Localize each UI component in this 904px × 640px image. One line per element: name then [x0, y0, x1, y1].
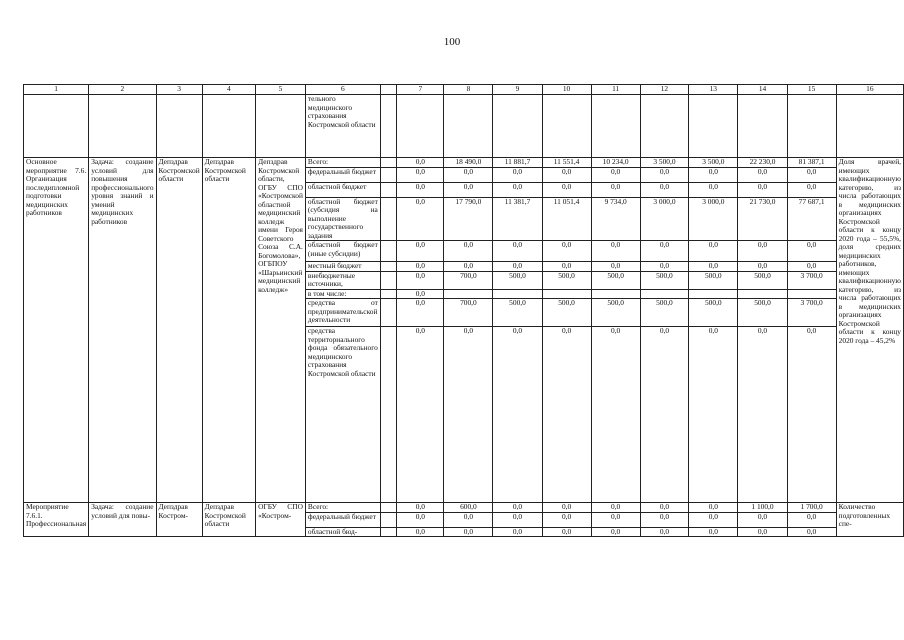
amount-cell: 0,0 [689, 327, 738, 503]
header-cell: 12 [640, 85, 688, 95]
empty-cell [380, 512, 397, 527]
amount-cell: 0,0 [787, 182, 836, 197]
funding-source: Всего: [305, 503, 380, 513]
amount-cell: 0,0 [591, 262, 640, 272]
group-event: Основное мероприятие 7.6. Организация последипломной подготовки медицинских работников [24, 158, 89, 503]
amount-cell: 0,0 [397, 503, 444, 513]
amount-cell: 0,0 [689, 167, 738, 182]
amount-cell: 0,0 [397, 299, 444, 327]
funding-source: средства территориального фонда обязательного медицинского страхования Костромской области [305, 327, 380, 503]
funding-source: в том числе: [305, 289, 380, 299]
header-cell: 10 [542, 85, 591, 95]
amount-cell: 0,0 [397, 271, 444, 289]
amount-cell: 0,0 [689, 527, 738, 537]
amount-cell: 0,0 [787, 527, 836, 537]
empty-cell [156, 95, 202, 158]
amount-cell: 0,0 [444, 327, 493, 503]
amount-cell: 0,0 [738, 527, 787, 537]
amount-cell: 0,0 [640, 512, 688, 527]
amount-cell: 0,0 [444, 512, 493, 527]
budget-table [23, 84, 904, 537]
amount-cell: 0,0 [591, 182, 640, 197]
amount-cell: 0,0 [542, 262, 591, 272]
amount-cell: 3 000,0 [640, 197, 688, 241]
amount-cell [591, 289, 640, 299]
amount-cell: 3 500,0 [640, 158, 688, 168]
amount-cell: 0,0 [689, 182, 738, 197]
amount-cell: 0,0 [493, 512, 542, 527]
amount-cell: 500,0 [591, 299, 640, 327]
amount-cell: 0,0 [591, 527, 640, 537]
empty-cell [380, 158, 397, 168]
group-task: Задача: создание условий для повышения профессионального уровня знаний и умений медицинских работников [89, 158, 156, 503]
amount-cell: 0,0 [787, 262, 836, 272]
amount-cell [787, 289, 836, 299]
amount-cell: 0,0 [493, 262, 542, 272]
header-row [24, 85, 904, 95]
amount-cell [689, 289, 738, 299]
amount-cell: 700,0 [444, 299, 493, 327]
amount-cell: 500,0 [689, 299, 738, 327]
group-coordinator: Депздрав Костром- [156, 503, 202, 537]
header-cell: 7 [397, 85, 444, 95]
amount-cell: 81 387,1 [787, 158, 836, 168]
amount-cell: 11 551,4 [542, 158, 591, 168]
amount-cell: 0,0 [444, 167, 493, 182]
funding-source: Всего: [305, 158, 380, 168]
amount-cell [640, 289, 688, 299]
amount-cell: 0,0 [738, 327, 787, 503]
group-responsible: Депздрав Костромской области [202, 158, 255, 503]
amount-cell: 0,0 [542, 241, 591, 262]
funding-row [24, 503, 904, 513]
amount-cell: 0,0 [397, 241, 444, 262]
empty-cell [397, 95, 444, 158]
header-cell: 11 [591, 85, 640, 95]
amount-cell: 0,0 [444, 241, 493, 262]
empty-cell [591, 95, 640, 158]
header-cell: 15 [787, 85, 836, 95]
header-cell: 14 [738, 85, 787, 95]
amount-cell: 0,0 [689, 262, 738, 272]
amount-cell: 11 381,7 [493, 197, 542, 241]
amount-cell: 0,0 [493, 327, 542, 503]
empty-cell [380, 289, 397, 299]
empty-cell [380, 241, 397, 262]
amount-cell: 0,0 [591, 167, 640, 182]
funding-source: местный бюджет [305, 262, 380, 272]
amount-cell: 0,0 [542, 182, 591, 197]
amount-cell: 0,0 [640, 503, 688, 513]
amount-cell: 0,0 [640, 241, 688, 262]
group-indicator: Количество подготовленных спе- [836, 503, 903, 537]
amount-cell: 0,0 [493, 503, 542, 513]
amount-cell: 500,0 [689, 271, 738, 289]
amount-cell: 0,0 [397, 262, 444, 272]
empty-cell [444, 95, 493, 158]
empty-cell [380, 182, 397, 197]
amount-cell: 0,0 [444, 182, 493, 197]
amount-cell: 0,0 [542, 327, 591, 503]
group-executors: ОГБУ СПО «Костром- [256, 503, 306, 537]
empty-cell [380, 167, 397, 182]
continuation-source: тельного медицинского страхования Костромской области [305, 95, 380, 158]
amount-cell: 0,0 [640, 327, 688, 503]
amount-cell: 600,0 [444, 503, 493, 513]
group-indicator: Доля врачей, имеющих квалификационную категорию, из числа работающих в медицинских организациях Костромской области к концу 2020 года – 55,5%, доля средних медицинских работников, имеющих квалификационную категорию, из числа работающих в медицинских организациях Костромской области к концу 2020 года – 45,2% [836, 158, 903, 503]
funding-source: федеральный бюджет [305, 512, 380, 527]
amount-cell: 0,0 [493, 241, 542, 262]
amount-cell: 3 700,0 [787, 271, 836, 289]
amount-cell: 0,0 [640, 262, 688, 272]
empty-cell [738, 95, 787, 158]
empty-cell [380, 527, 397, 537]
amount-cell: 0,0 [738, 512, 787, 527]
amount-cell: 0,0 [397, 197, 444, 241]
header-cell: 1 [24, 85, 89, 95]
page-number: 100 [443, 36, 461, 48]
header-cell: 13 [689, 85, 738, 95]
empty-cell [380, 299, 397, 327]
amount-cell: 1 700,0 [787, 503, 836, 513]
funding-source: областной бюджет [305, 182, 380, 197]
amount-cell: 500,0 [640, 299, 688, 327]
amount-cell: 500,0 [542, 271, 591, 289]
empty-cell [542, 95, 591, 158]
amount-cell: 0,0 [397, 182, 444, 197]
amount-cell: 1 100,0 [738, 503, 787, 513]
header-cell [380, 85, 397, 95]
amount-cell: 0,0 [493, 167, 542, 182]
amount-cell: 3 000,0 [689, 197, 738, 241]
amount-cell: 0,0 [640, 527, 688, 537]
amount-cell [738, 289, 787, 299]
amount-cell: 0,0 [738, 182, 787, 197]
amount-cell: 500,0 [738, 299, 787, 327]
amount-cell: 0,0 [689, 512, 738, 527]
amount-cell: 0,0 [591, 503, 640, 513]
amount-cell: 0,0 [397, 527, 444, 537]
continuation-row [24, 95, 904, 158]
funding-row [24, 158, 904, 168]
amount-cell: 0,0 [397, 289, 444, 299]
amount-cell: 0,0 [444, 527, 493, 537]
funding-source: федеральный бюджет [305, 167, 380, 182]
amount-cell: 0,0 [397, 327, 444, 503]
amount-cell: 0,0 [738, 262, 787, 272]
empty-cell [787, 95, 836, 158]
group-event: Мероприятие 7.6.1. Профессиональная [24, 503, 89, 537]
empty-cell [836, 95, 903, 158]
amount-cell: 18 490,0 [444, 158, 493, 168]
amount-cell: 0,0 [542, 503, 591, 513]
amount-cell: 0,0 [444, 262, 493, 272]
empty-cell [380, 503, 397, 513]
amount-cell: 22 230,0 [738, 158, 787, 168]
header-cell: 8 [444, 85, 493, 95]
empty-cell [380, 271, 397, 289]
empty-cell [24, 95, 89, 158]
funding-source: средства от предпринимательской деятельности [305, 299, 380, 327]
group-executors: Депздрав Костромской области, ОГБУ СПО «Костромской областной медицинский колледж имени Героя Советского Союза С.А. Богомолова», ОГБПОУ «Шарьинский медицинский колледж» [256, 158, 306, 503]
amount-cell: 3 500,0 [689, 158, 738, 168]
amount-cell: 0,0 [787, 512, 836, 527]
amount-cell: 0,0 [397, 512, 444, 527]
amount-cell: 0,0 [738, 167, 787, 182]
amount-cell: 0,0 [738, 241, 787, 262]
empty-cell [380, 95, 397, 158]
empty-cell [256, 95, 306, 158]
empty-cell [689, 95, 738, 158]
amount-cell: 10 234,0 [591, 158, 640, 168]
amount-cell: 0,0 [542, 527, 591, 537]
amount-cell: 700,0 [444, 271, 493, 289]
header-cell: 9 [493, 85, 542, 95]
group-task: Задача: создание условий для повы- [89, 503, 156, 537]
funding-source: областной бюджет (субсидия на выполнение государственного задания [305, 197, 380, 241]
header-cell: 2 [89, 85, 156, 95]
amount-cell: 500,0 [591, 271, 640, 289]
amount-cell: 0,0 [787, 327, 836, 503]
funding-source: областной бюджет (иные субсидии) [305, 241, 380, 262]
group-responsible: Депздрав Костромской области [202, 503, 255, 537]
amount-cell [493, 289, 542, 299]
empty-cell [493, 95, 542, 158]
amount-cell: 500,0 [493, 271, 542, 289]
empty-cell [640, 95, 688, 158]
amount-cell: 0,0 [542, 512, 591, 527]
header-cell: 5 [256, 85, 306, 95]
amount-cell [444, 289, 493, 299]
group-coordinator: Депздрав Костромской области [156, 158, 202, 503]
amount-cell: 500,0 [493, 299, 542, 327]
amount-cell: 0,0 [493, 527, 542, 537]
amount-cell: 0,0 [591, 327, 640, 503]
amount-cell: 9 734,0 [591, 197, 640, 241]
empty-cell [89, 95, 156, 158]
amount-cell: 500,0 [640, 271, 688, 289]
empty-cell [380, 262, 397, 272]
amount-cell: 17 790,0 [444, 197, 493, 241]
amount-cell: 0,0 [689, 241, 738, 262]
amount-cell: 500,0 [542, 299, 591, 327]
empty-cell [202, 95, 255, 158]
amount-cell: 500,0 [738, 271, 787, 289]
amount-cell: 3 700,0 [787, 299, 836, 327]
amount-cell: 11 051,4 [542, 197, 591, 241]
amount-cell: 11 881,7 [493, 158, 542, 168]
header-cell: 16 [836, 85, 903, 95]
header-cell: 3 [156, 85, 202, 95]
amount-cell: 21 730,0 [738, 197, 787, 241]
amount-cell: 0,0 [397, 158, 444, 168]
amount-cell: 0,0 [787, 167, 836, 182]
amount-cell: 0,0 [591, 241, 640, 262]
amount-cell: 0,0 [640, 167, 688, 182]
amount-cell: 0,0 [787, 241, 836, 262]
empty-cell [380, 327, 397, 503]
amount-cell: 0,0 [591, 512, 640, 527]
amount-cell: 0,0 [689, 503, 738, 513]
funding-source: областной бюд- [305, 527, 380, 537]
amount-cell: 77 687,1 [787, 197, 836, 241]
header-cell: 4 [202, 85, 255, 95]
amount-cell: 0,0 [640, 182, 688, 197]
empty-cell [380, 197, 397, 241]
amount-cell: 0,0 [542, 167, 591, 182]
amount-cell: 0,0 [493, 182, 542, 197]
amount-cell [542, 289, 591, 299]
funding-source: внебюджетные источники, [305, 271, 380, 289]
amount-cell: 0,0 [397, 167, 444, 182]
header-cell: 6 [305, 85, 380, 95]
